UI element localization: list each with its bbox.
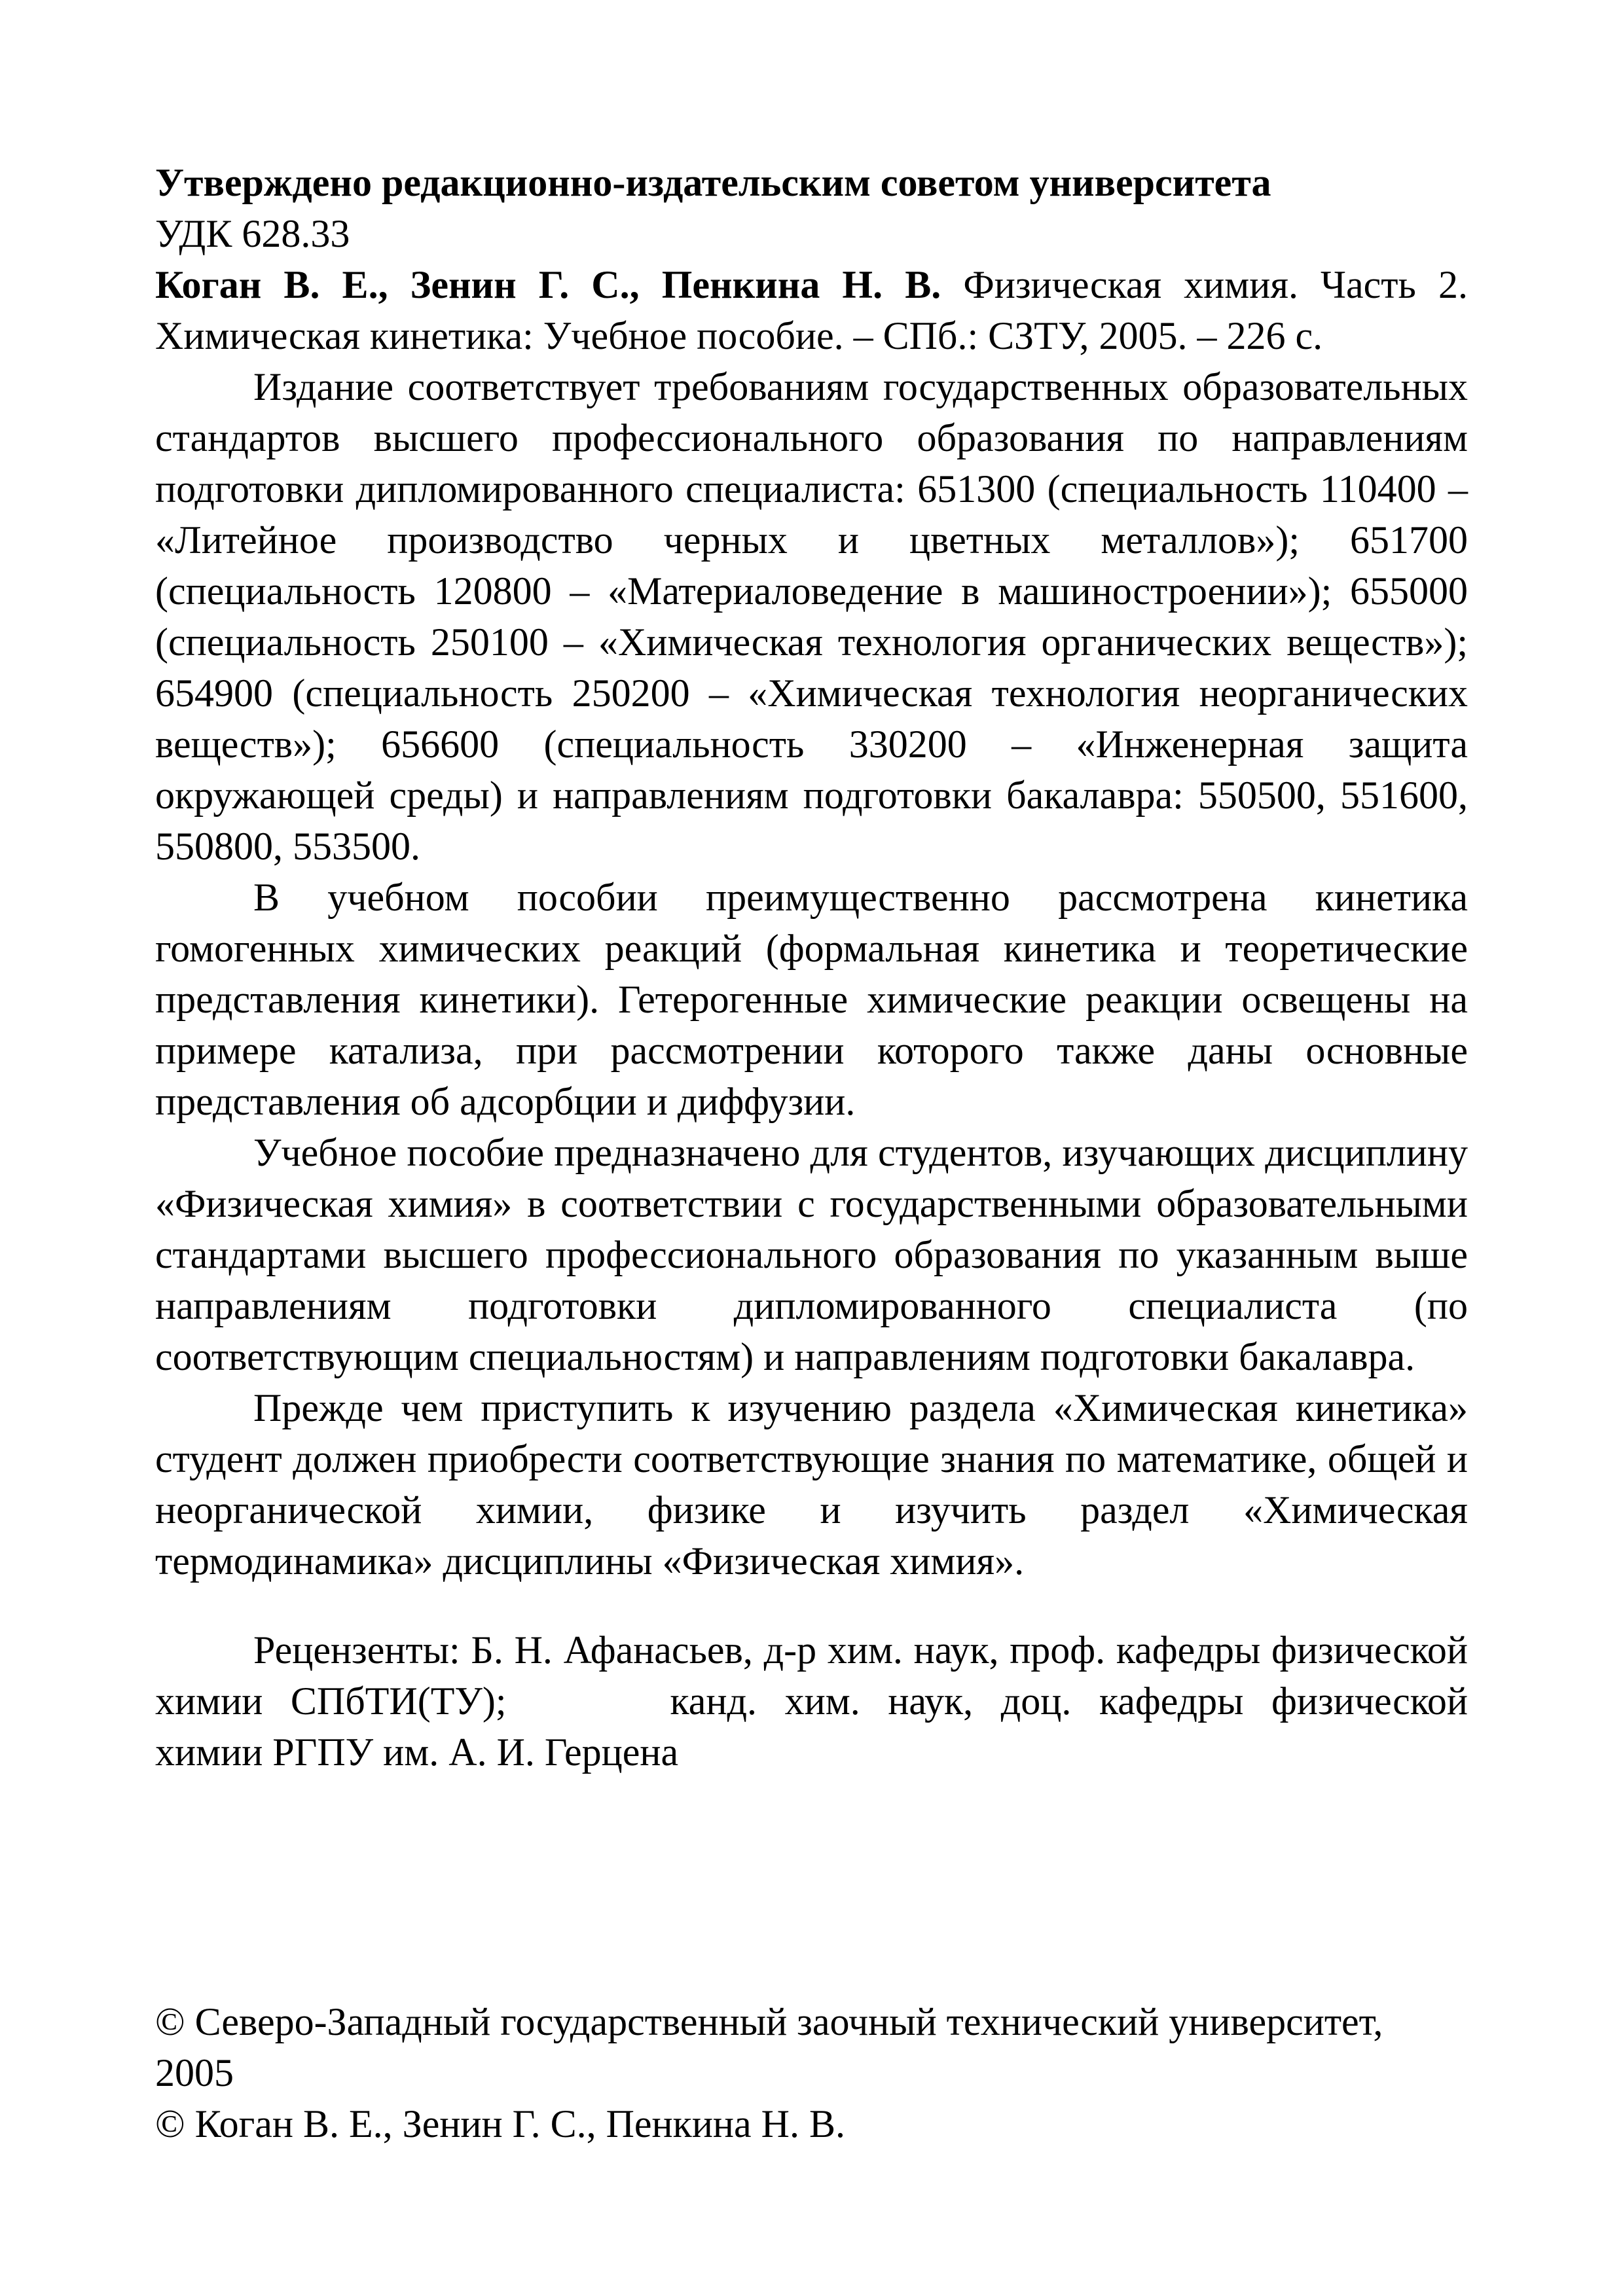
approval-statement: Утверждено редакционно-издательским советом университета bbox=[155, 161, 1271, 204]
abstract-paragraph: Издание соответствует требованиям государственных образовательных стандартов высшего профессионального образования по направлениям подготовки дипломированного специалиста: 651300 (специальность 110400 – «Литейное производство черных и цветных металлов»); 651700 (специальность 120800 – «Материаловедение в машиностроении»); 655000 (специальность 250100 – «Химическая технология органических веществ»); 654900 (специальность 250200 – «Химическая технология неорганических веществ»); 656600 (специальность 330200 – «Инженерная защита окружающей среды) и направлениям подготовки бакалавра: 550500, 551600, 550800, 553500. bbox=[155, 365, 1468, 868]
reviewers bbox=[155, 1624, 1468, 1778]
abstract-paragraph: Прежде чем приступить к изучению раздела «Химическая кинетика» студент должен приобрести соответствующие знания по математике, общей и неорганической химии, физике и изучить раздел «Химическая термодинамика» дисциплины «Физическая химия». bbox=[155, 1386, 1468, 1583]
reviewer-second: канд. хим. наук, доц. кафедры физической химии РГПУ им. А. И. Герцена bbox=[155, 1679, 1468, 1774]
copyright-authors: © Коган В. Е., Зенин Г. С., Пенкина Н. В. bbox=[155, 2102, 846, 2145]
bibliographic-citation bbox=[155, 259, 1468, 361]
reviewer-first: Рецензенты: Б. Н. Афанасьев, д-р хим. наук, проф. кафедры физической химии СПбТИ(ТУ); bbox=[155, 1628, 1468, 1723]
copyright-block bbox=[155, 1996, 1468, 2149]
abstract bbox=[155, 361, 1468, 1587]
reviewers-paragraph bbox=[155, 1624, 1468, 1778]
copyright-university: © Северо-Западный государственный заочный технический университет, 2005 bbox=[155, 2000, 1383, 2094]
abstract-paragraph: В учебном пособии преимущественно рассмотрена кинетика гомогенных химических реакций (формальная кинетика и теоретические представления кинетики). Гетерогенные химические реакции освещены на примере катализа, при рассмотрении которого также даны основные представления об адсорбции и диффузии. bbox=[155, 876, 1468, 1123]
udk-code: УДК 628.33 bbox=[155, 212, 350, 255]
abstract-paragraph: Учебное пособие предназначено для студентов, изучающих дисциплину «Физическая химия» в соответствии с государственными образовательными стандартами высшего профессионального образования по указанным выше направлениям подготовки дипломированного специалиста (по соответствующим специальностям) и направлениям подготовки бакалавра. bbox=[155, 1131, 1468, 1378]
citation-title: Физическая химия. Часть 2. Химическая кинетика: Учебное пособие. – СПб.: СЗТУ, 2005. – 226 с. bbox=[155, 263, 1468, 357]
citation-authors: Коган В. Е., Зенин Г. С., Пенкина Н. В. bbox=[155, 263, 941, 306]
